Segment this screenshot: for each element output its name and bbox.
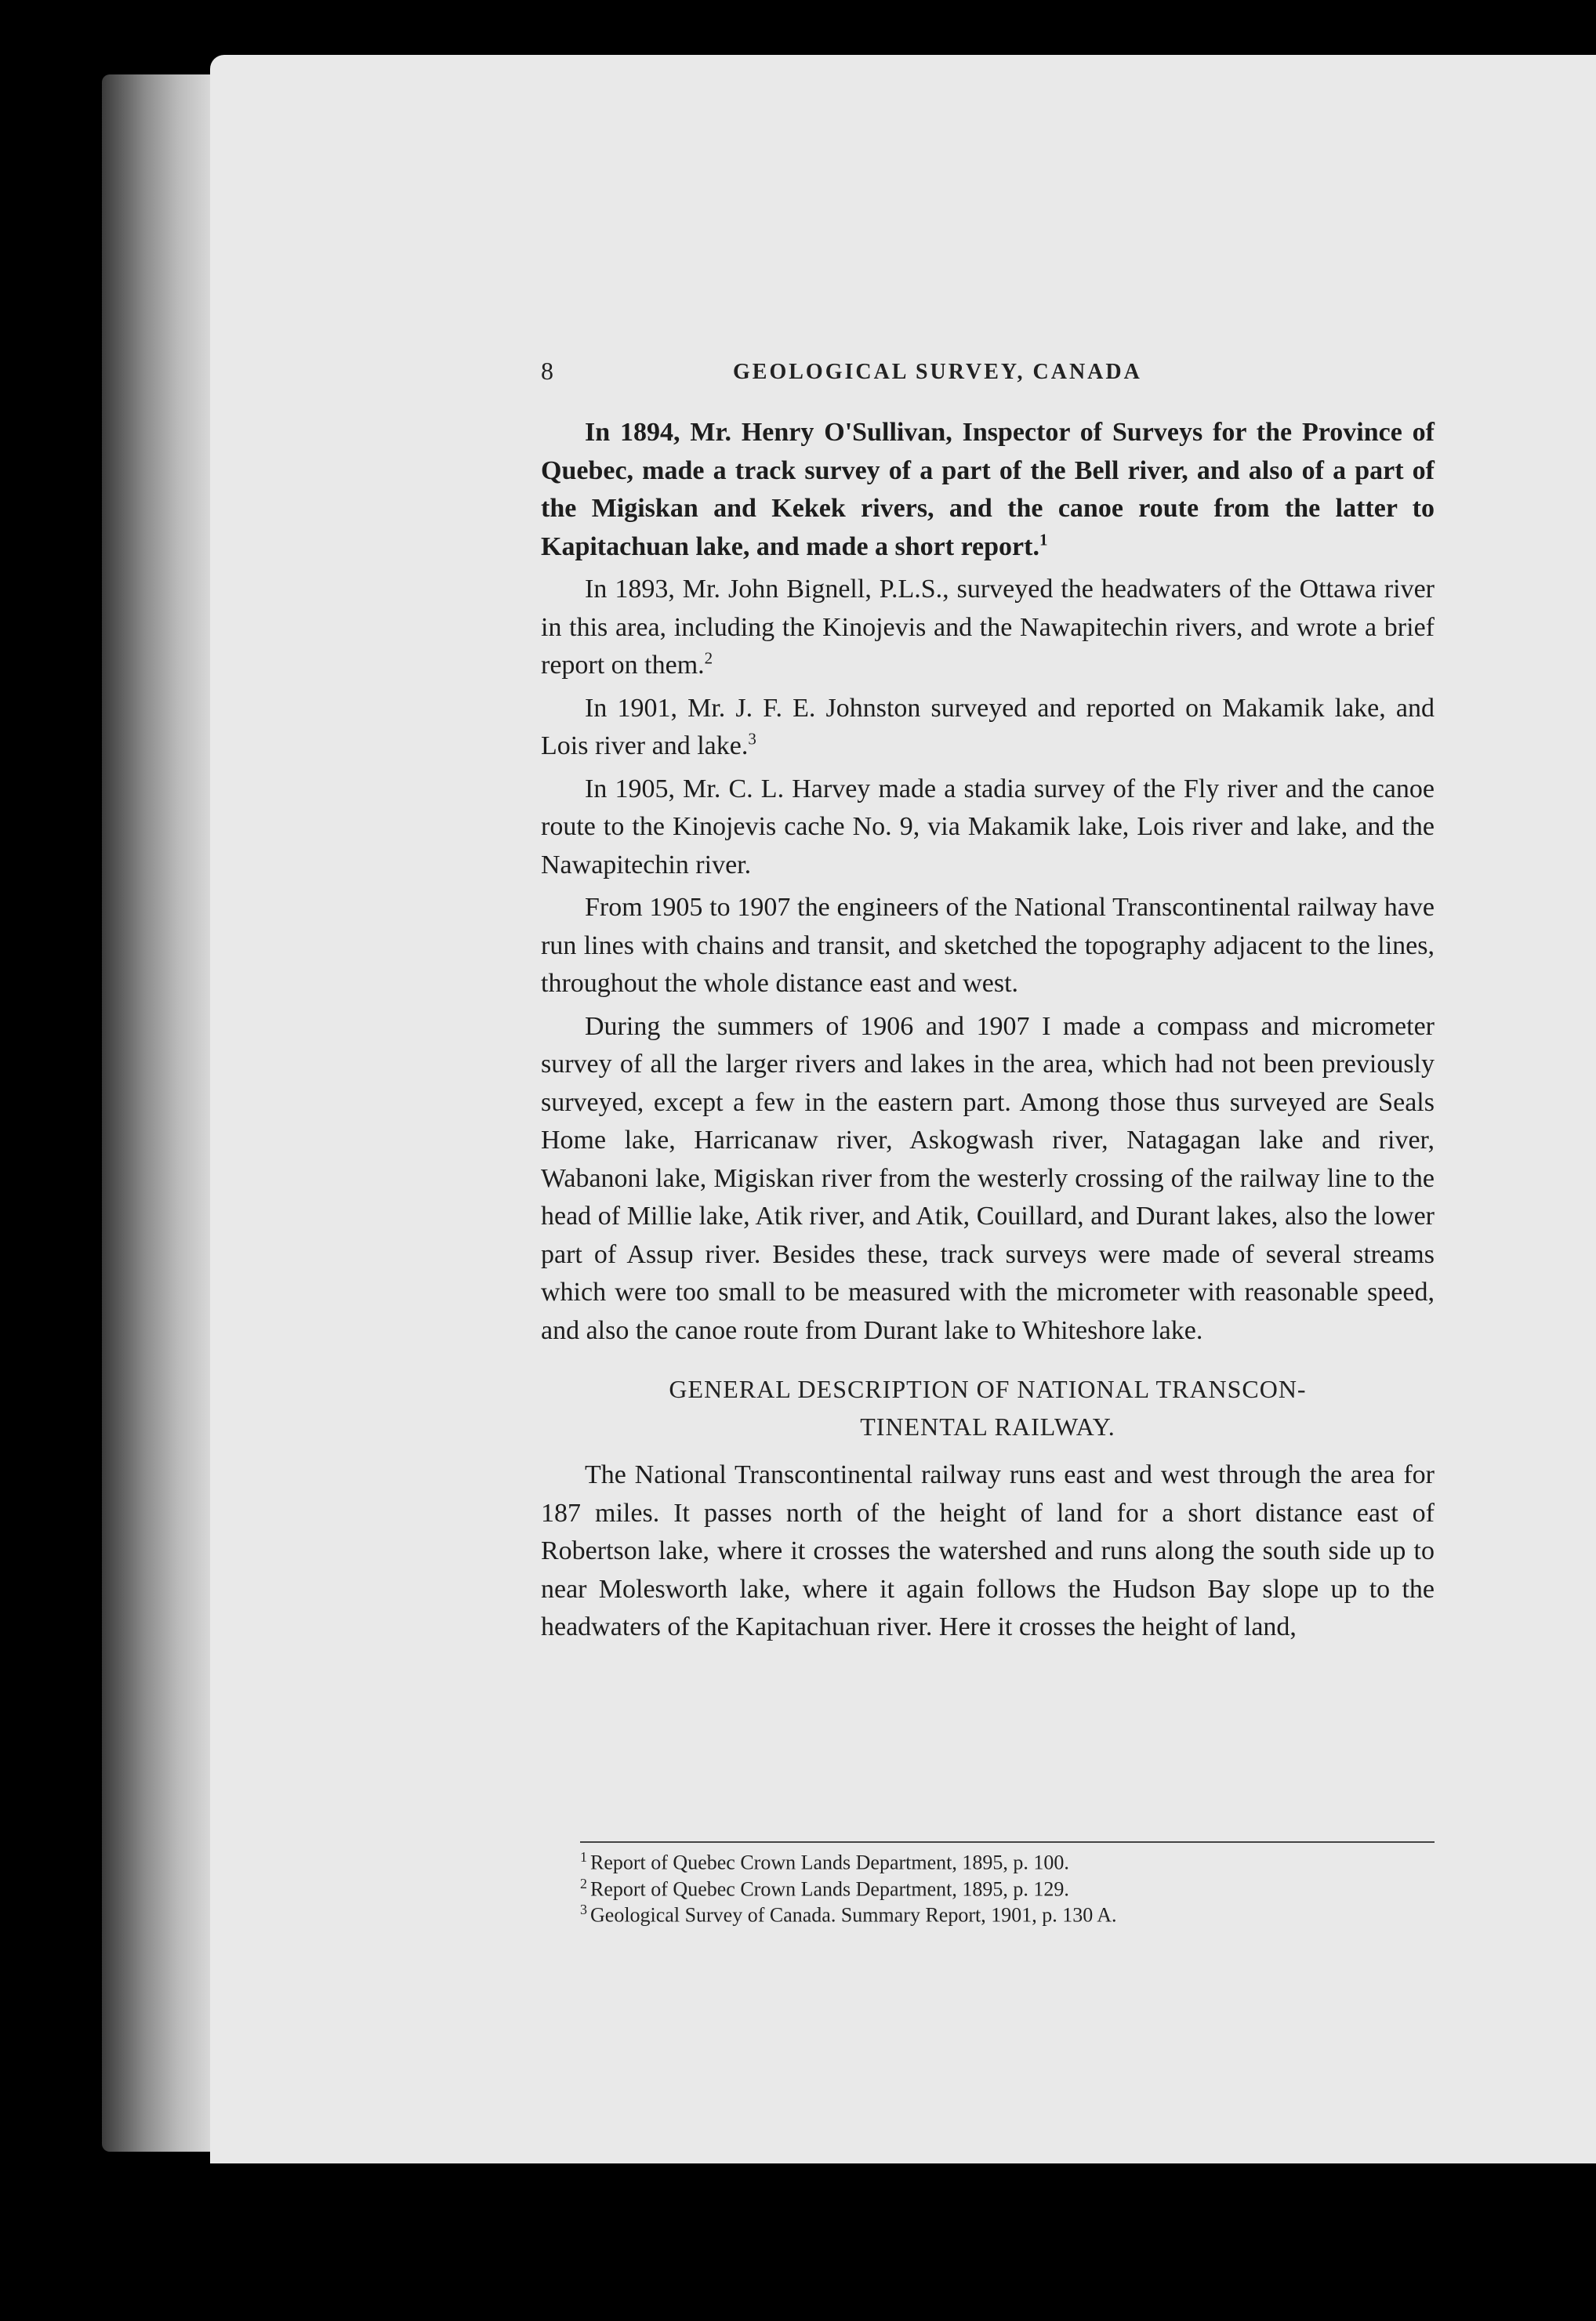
- section-heading-line-2: TINENTAL RAILWAY.: [860, 1413, 1115, 1441]
- footnotes: [580, 1847, 1435, 1926]
- header-title: GEOLOGICAL SURVEY, CANADA: [733, 360, 1142, 384]
- section-heading-line-1: GENERAL DESCRIPTION OF NATIONAL TRANSCON-: [669, 1375, 1307, 1403]
- paragraph-railway-route: The National Transcontinental railway runs east and west through the area for 187 miles. It passes north of the height of land for a short distance east of Robertson lake, where it crosses the watershed and runs along the south side up to near Molesworth lake, where it again follows the Hudson Bay slope up to the headwaters of the Kapitachuan river. Here it crosses the height of land,: [541, 1460, 1435, 1641]
- footnote-1: $^1$ Report of Quebec Crown Lands Department, 1895, p. 100.: [580, 1849, 1069, 1874]
- body-text: [541, 414, 1435, 1652]
- footnote-3: $^3$ Geological Survey of Canada. Summary Report, 1901, p. 130 A.: [580, 1902, 1117, 1927]
- paragraph-railway-engineers: From 1905 to 1907 the engineers of the National Transcontinental railway have run lines with chains and transit, and sketched the topography adjacent to the lines, throughout the whole distance east and west.: [541, 893, 1435, 998]
- paragraph-harvey: In 1905, Mr. C. L. Harvey made a stadia survey of the Fly river and the canoe route to the Kinojevis cache No. 9, via Makamik lake, Lois river and lake, and the Nawapitechin river.: [541, 774, 1435, 879]
- footnote-ref: 1: [1039, 530, 1048, 549]
- section-heading: [541, 1370, 1435, 1445]
- footnote-divider: [580, 1841, 1435, 1843]
- paragraph-compass-survey: During the summers of 1906 and 1907 I made a compass and micrometer survey of all the larger rivers and lakes in the area, which had not been previously surveyed, except a few in the eastern part. Among those thus surveyed are Seals Home lake, Harricanaw river, Askogwash river, Natagagan lake and river, Wabanoni lake, Migiskan river from the westerly crossing of the railway line to the head of Millie lake, Atik river, and Atik, Couillard, and Durant lakes, also the lower part of Assup river. Besides these, track surveys were made of several streams which were too small to be measured with the micrometer with reasonable speed, and also the canoe route from Durant lake to Whiteshore lake.: [541, 1011, 1435, 1345]
- paragraph-osullivan: In 1894, Mr. Henry O'Sullivan, Inspector of Surveys for the Province of Quebec, made a track survey of a part of the Bell river, and also of a part of the Migiskan and Kekek rivers, and the canoe route from the latter to Kapitachuan lake, and made a short report.$^1$: [541, 418, 1435, 561]
- footnote-ref: 2: [704, 648, 713, 668]
- footnote-2: $^2$ Report of Quebec Crown Lands Department, 1895, p. 129.: [580, 1875, 1069, 1901]
- running-head: [541, 357, 1529, 396]
- paragraph-johnston: In 1901, Mr. J. F. E. Johnston surveyed and reported on Makamik lake, and Lois river and lake.$^3$: [541, 693, 1435, 760]
- paragraph-bignell: In 1893, Mr. John Bignell, P.L.S., surveyed the headwaters of the Ottawa river in this area, including the Kinojevis and the Nawapitechin rivers, and wrote a brief report on them.$^2$: [541, 575, 1435, 680]
- footnote-ref: 3: [748, 729, 756, 749]
- book-binding-edge: [102, 74, 227, 2152]
- page-number: 8: [541, 357, 553, 385]
